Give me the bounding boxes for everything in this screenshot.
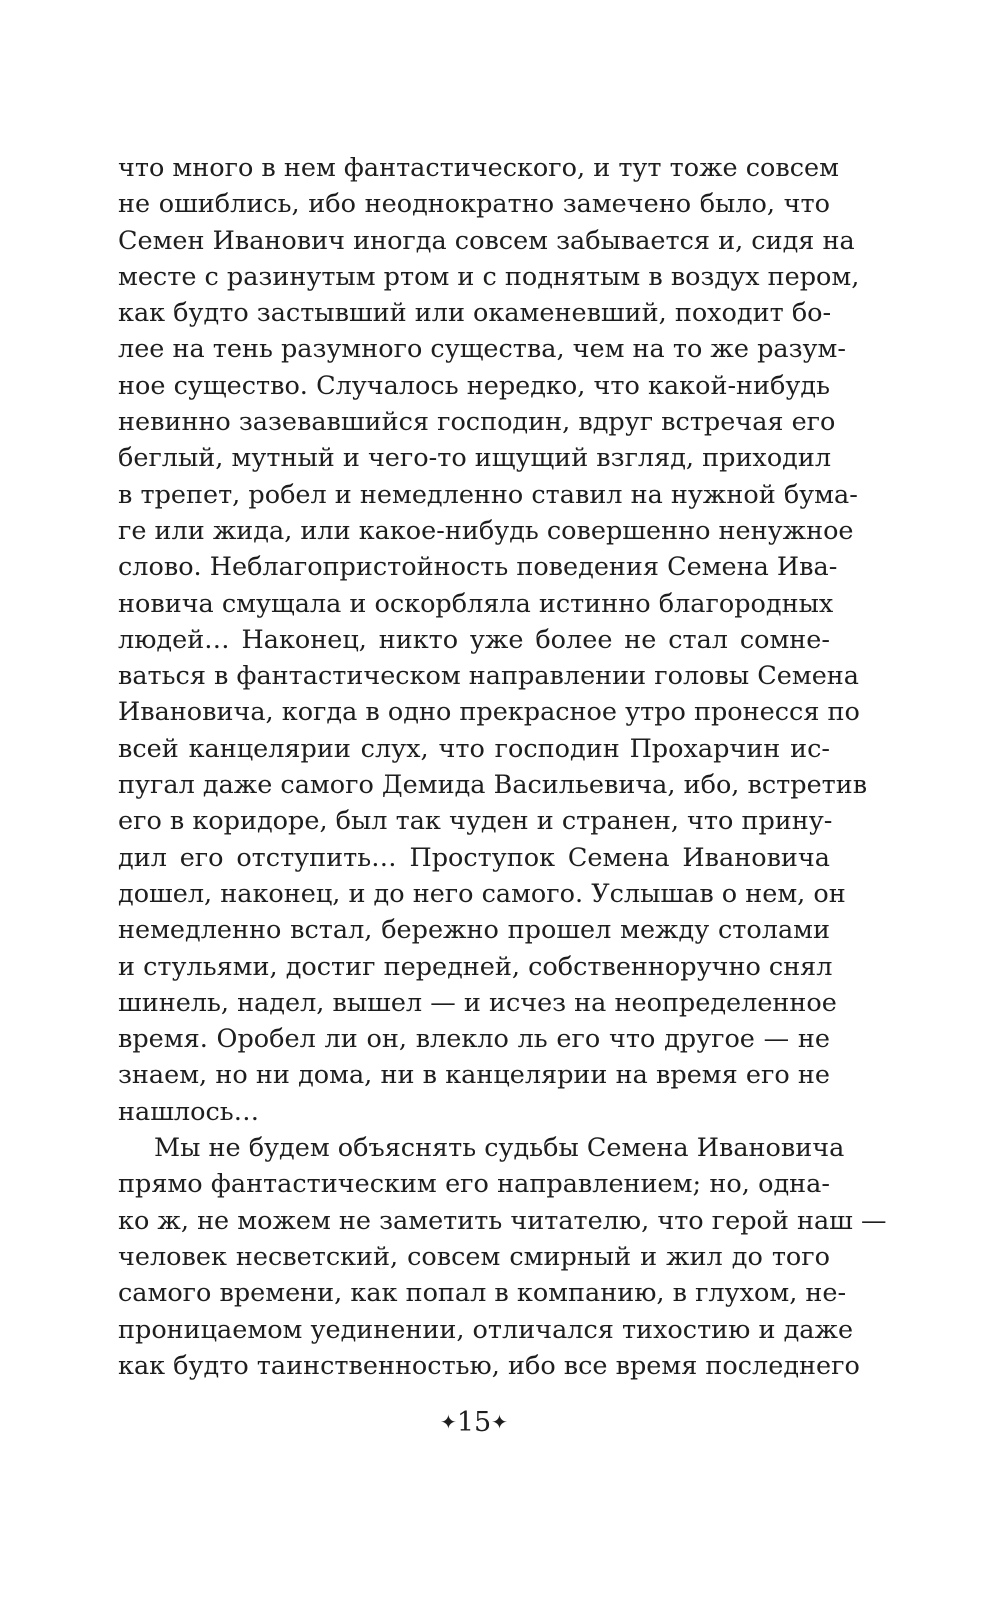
text-line: дошел, наконец, и до него самого. Услышав о нем, он — [118, 878, 846, 909]
text-line: ваться в фантастическом направлении головы Семена — [118, 661, 860, 692]
text-line: прямо фантастическим его направлением; но, одна- — [118, 1169, 830, 1200]
text-line: не ошиблись, ибо неоднократно замечено было, что — [118, 189, 830, 220]
text-line: месте с разинутым ртом и с поднятым в воздух пером, — [118, 261, 860, 292]
folio-ornament-left: ✦ — [440, 1410, 457, 1434]
text-line: немедленно встал, бережно прошел между столами — [118, 915, 830, 946]
text-line: Семен Иванович иногда совсем забывается и, сидя на — [118, 225, 855, 256]
text-line: самого времени, как попал в компанию, в глухом, не- — [118, 1278, 847, 1309]
text-line: лее на тень разумного существа, чем на то же разум- — [118, 334, 846, 365]
text-body — [118, 150, 887, 1384]
page-folio — [0, 1407, 948, 1438]
text-line: Мы не будем объяснять судьбы Семена Ивановича — [154, 1133, 845, 1164]
text-line: всей канцелярии слух, что господин Прохарчин ис- — [118, 733, 830, 764]
text-line: людей… Наконец, никто уже более не стал сомне- — [118, 624, 830, 655]
text-line: что много в нем фантастического, и тут тоже совсем — [118, 153, 839, 183]
text-line: слово. Неблагопристойность поведения Семена Ива- — [118, 552, 838, 583]
page-number: 15 — [456, 1407, 492, 1438]
text-line: Ивановича, когда в одно прекрасное утро пронесся по — [118, 697, 860, 728]
text-line: новича смущала и оскорбляла истинно благородных — [118, 588, 834, 619]
text-line: невинно зазевавшийся господин, вдруг встречая его — [118, 407, 836, 438]
text-line: проницаемом уединении, отличался тихостию и даже — [118, 1314, 854, 1345]
paragraph — [118, 1130, 887, 1384]
paragraph — [118, 150, 868, 1130]
text-line: человек несветский, совсем смирный и жил до того — [118, 1241, 830, 1272]
text-line: ко ж, не можем не заметить читателю, что герой наш — — [118, 1205, 887, 1236]
text-line: шинель, надел, вышел — и исчез на неопределенное — [118, 987, 837, 1018]
text-line: и стульями, достиг передней, собственноручно снял — [118, 951, 833, 982]
book-page — [118, 150, 887, 1384]
text-line: знаем, но ни дома, ни в канцелярии на время его не — [118, 1060, 830, 1091]
text-line: как будто таинственностью, ибо все время последнего — [118, 1350, 860, 1381]
text-line: ге или жида, или какое-нибудь совершенно ненужное — [118, 515, 854, 546]
text-line: его в коридоре, был так чуден и странен, что прину- — [118, 806, 833, 837]
text-line: ное существо. Случалось нередко, что какой-нибудь — [118, 370, 830, 401]
text-line: нашлось… — [118, 1096, 260, 1127]
text-line: в трепет, робел и немедленно ставил на нужной бума- — [118, 479, 858, 510]
text-line: беглый, мутный и чего-то ищущий взгляд, приходил — [118, 443, 832, 474]
folio-ornament-right: ✦ — [491, 1410, 508, 1434]
text-line: время. Оробел ли он, влекло ль его что другое — не — [118, 1024, 830, 1055]
text-line: дил его отступить… Проступок Семена Ивановича — [118, 842, 830, 873]
text-line: как будто застывший или окаменевший, походит бо- — [118, 298, 832, 329]
text-line: пугал даже самого Демида Васильевича, ибо, встретив — [118, 770, 868, 801]
